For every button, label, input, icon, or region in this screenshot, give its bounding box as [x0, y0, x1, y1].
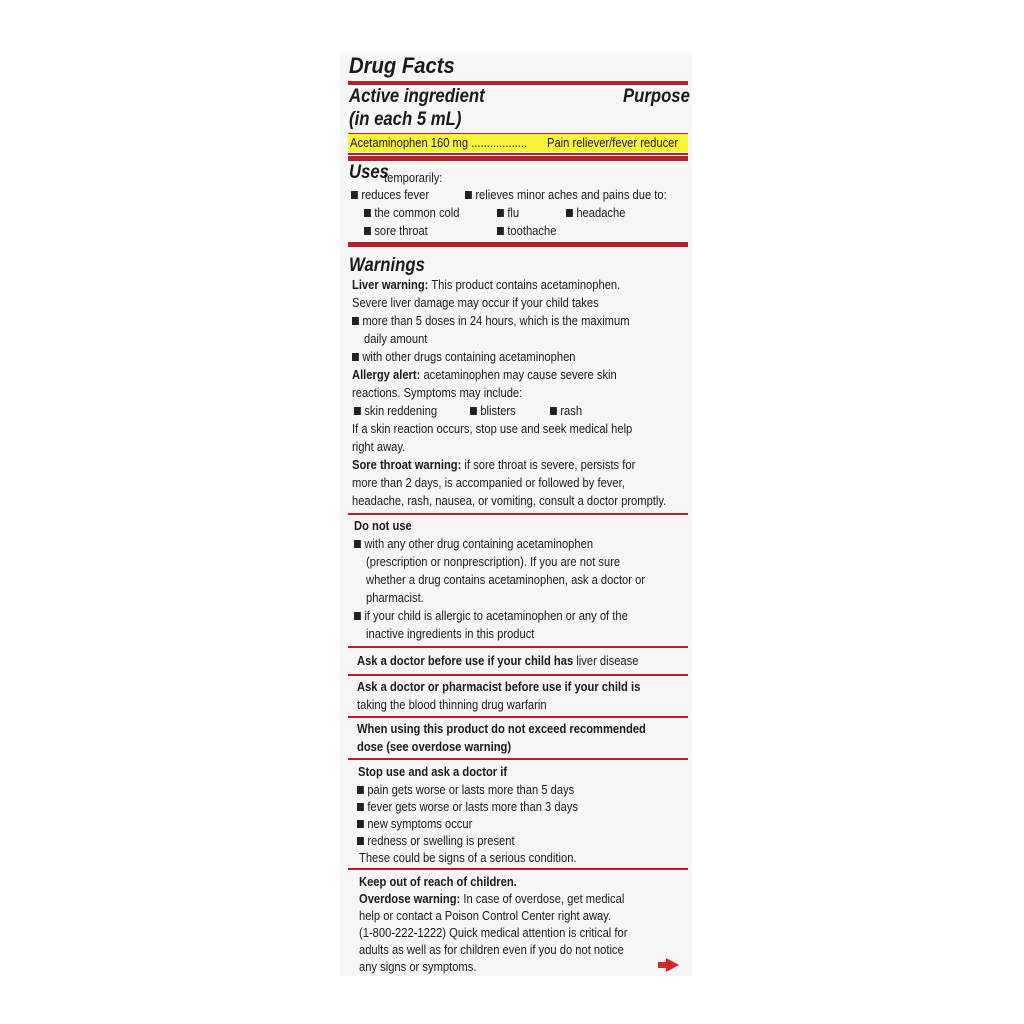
list-item: pain gets worse or lasts more than 5 days — [357, 781, 574, 799]
bullet-icon — [497, 209, 504, 217]
overdose-warning: Overdose warning: In case of overdose, get medical — [359, 891, 625, 906]
section-divider — [348, 646, 688, 648]
bullet-icon — [351, 191, 358, 199]
section-divider — [348, 868, 688, 870]
overdose-text: any signs or symptoms. — [359, 959, 477, 974]
list-item: skin reddening — [354, 402, 437, 420]
bullet-icon — [357, 786, 364, 794]
bullet-icon — [357, 803, 364, 811]
active-ingredient-subheading: (in each 5 mL) — [349, 109, 462, 130]
liver-warning: Liver warning: This product contains acetaminophen. — [352, 277, 621, 292]
allergy-alert-text: reactions. Symptoms may include: — [352, 385, 523, 400]
ingredient-name: Acetaminophen 160 mg — [350, 135, 469, 150]
bullet-icon — [470, 407, 477, 415]
list-item: toothache — [497, 222, 556, 240]
sore-throat-warning: Sore throat warning: if sore throat is severe, persists for — [352, 457, 636, 472]
bullet-icon — [364, 209, 371, 217]
warnings-heading: Warnings — [349, 255, 425, 276]
section-divider — [348, 513, 688, 515]
active-ingredient-heading: Active ingredient — [349, 86, 485, 107]
list-item: flu — [497, 204, 519, 222]
list-item: more than 5 doses in 24 hours, which is the maximum — [352, 312, 630, 330]
list-item-continued: daily amount — [364, 331, 428, 346]
bullet-icon — [354, 540, 361, 548]
sore-throat-text: headache, rash, nausea, or vomiting, consult a doctor promptly. — [352, 493, 667, 508]
ingredient-bottom-rule — [348, 153, 688, 155]
list-item-continued: (prescription or nonprescription). If you are not sure — [366, 554, 621, 569]
bullet-icon — [354, 407, 361, 415]
bullet-icon — [357, 820, 364, 828]
section-divider — [348, 758, 688, 760]
list-item: the common cold — [364, 204, 459, 222]
list-item-continued: whether a drug contains acetaminophen, ask a doctor or — [366, 572, 646, 587]
list-item: headache — [566, 204, 625, 222]
bullet-icon — [465, 191, 472, 199]
list-item: with any other drug containing acetaminophen — [354, 535, 593, 553]
list-item-continued: pharmacist. — [366, 590, 424, 605]
ask-doctor: Ask a doctor before use if your child has liver disease — [357, 653, 639, 668]
bullet-icon — [566, 209, 573, 217]
list-item: with other drugs containing acetaminophen — [352, 348, 576, 366]
sore-throat-text: more than 2 days, is accompanied or followed by fever, — [352, 475, 625, 490]
overdose-text: adults as well as for children even if you do not notice — [359, 942, 624, 957]
uses-intro: temporarily: — [384, 170, 443, 185]
list-item: relieves minor aches and pains due to: — [465, 186, 667, 204]
section-divider — [348, 674, 688, 676]
bullet-icon — [352, 317, 359, 325]
list-item: fever gets worse or lasts more than 3 days — [357, 798, 578, 816]
list-item: rash — [550, 402, 582, 420]
ask-pharmacist-heading: Ask a doctor or pharmacist before use if your child is — [357, 679, 641, 694]
list-item: new symptoms occur — [357, 815, 472, 833]
overdose-text: help or contact a Poison Control Center right away. — [359, 908, 612, 923]
list-item: redness or swelling is present — [357, 832, 515, 850]
list-item: reduces fever — [351, 186, 429, 204]
when-using-text: dose (see overdose warning) — [357, 739, 512, 754]
bullet-icon — [550, 407, 557, 415]
when-using-heading: When using this product do not exceed recommended — [357, 721, 646, 736]
keep-out-heading: Keep out of reach of children. — [359, 874, 517, 889]
list-item: if your child is allergic to acetaminophen or any of the — [354, 607, 628, 625]
bullet-icon — [354, 612, 361, 620]
bullet-icon — [364, 227, 371, 235]
arrow-right-icon — [666, 958, 679, 972]
ingredient-dots: .................. — [471, 135, 528, 150]
ingredient-purpose: Pain reliever/fever reducer — [547, 135, 679, 150]
allergy-alert: Allergy alert: acetaminophen may cause severe skin — [352, 367, 617, 382]
bullet-icon — [497, 227, 504, 235]
uses-heading: Uses — [349, 162, 389, 183]
list-item: sore throat — [364, 222, 428, 240]
ask-pharmacist-text: taking the blood thinning drug warfarin — [357, 697, 547, 712]
section-divider — [348, 716, 688, 718]
list-item-continued: inactive ingredients in this product — [366, 626, 535, 641]
purpose-heading: Purpose — [623, 86, 690, 107]
uses-divider — [348, 156, 688, 161]
stop-use-heading: Stop use and ask a doctor if — [358, 764, 508, 779]
bullet-icon — [357, 837, 364, 845]
liver-warning-text: Severe liver damage may occur if your child takes — [352, 295, 599, 310]
list-item: blisters — [470, 402, 516, 420]
ingredient-row — [350, 134, 527, 152]
bullet-icon — [352, 353, 359, 361]
overdose-text: (1-800-222-1222) Quick medical attention is critical for — [359, 925, 628, 940]
page-title: Drug Facts — [349, 53, 455, 78]
drug-facts-label — [340, 52, 692, 976]
title-divider — [348, 81, 688, 85]
skin-reaction-text: right away. — [352, 439, 406, 454]
stop-use-note: These could be signs of a serious condition. — [359, 850, 577, 865]
warnings-divider — [348, 242, 688, 247]
do-not-use-heading: Do not use — [354, 518, 412, 533]
skin-reaction-text: If a skin reaction occurs, stop use and seek medical help — [352, 421, 633, 436]
